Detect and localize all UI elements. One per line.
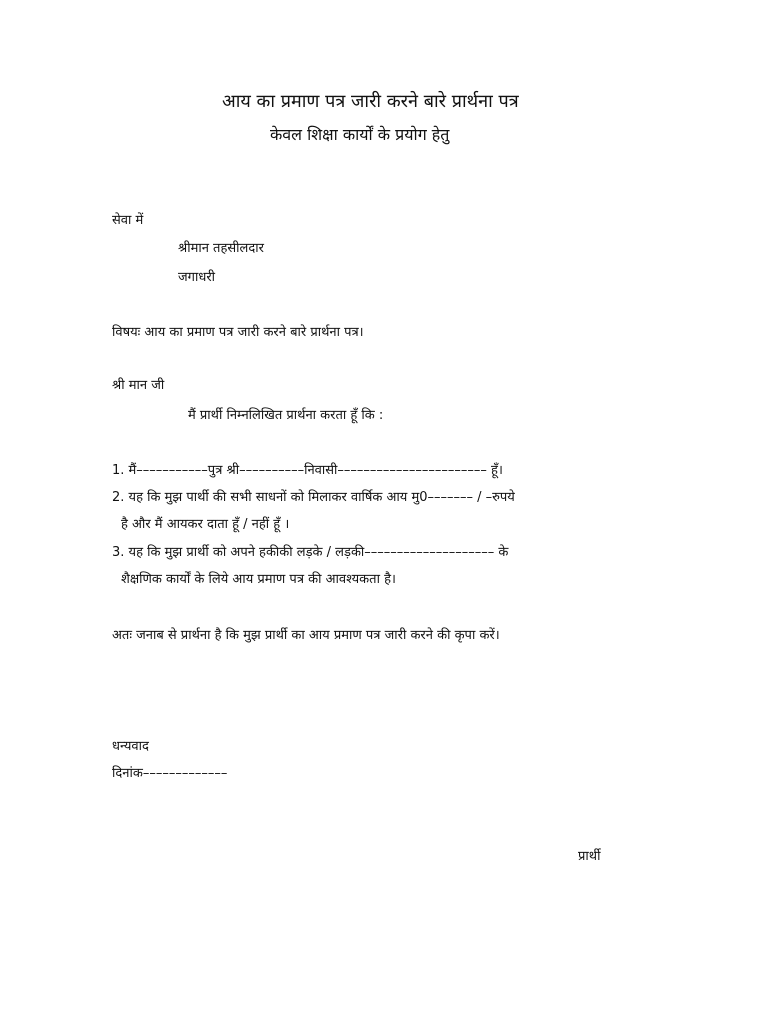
greeting-line: श्री मान जी	[112, 378, 165, 393]
addressee-salutation: सेवा में	[112, 213, 144, 228]
document-title: आय का प्रमाण पत्र जारी करने बारे प्रार्थना पत्र	[222, 91, 519, 112]
point-2-continuation: है और मैं आयकर दाता हूँ / नहीं हूँ ।	[121, 517, 290, 532]
addressee-officer: श्रीमान तहसीलदार	[178, 241, 264, 256]
date-line: दिनांक–––––––––––––	[112, 766, 228, 781]
thanks-line: धन्यवाद	[112, 739, 149, 754]
point-2: 2. यह कि मुझ पार्थी की सभी साधनों को मिलाकर वार्षिक आय मु0––––––– / –रुपये	[112, 490, 515, 505]
addressee-place: जगाधरी	[178, 270, 216, 285]
signature-label: प्रार्थी	[578, 849, 601, 864]
point-3-continuation: शैक्षणिक कार्यों के लिये आय प्रमाण पत्र की आवश्यकता है।	[121, 572, 396, 587]
request-line: अतः जनाब से प्रार्थना है कि मुझ प्रार्थी का आय प्रमाण पत्र जारी करने की कृपा करें।	[112, 628, 500, 643]
subject-line: विषयः आय का प्रमाण पत्र जारी करने बारे प्रार्थना पत्र।	[112, 325, 364, 340]
point-1: 1. मैं–––––––––––पुत्र श्री––––––––––निवासी––––––––––––––––––––––– हूँ।	[112, 463, 503, 478]
point-3: 3. यह कि मुझ प्रार्थी को अपने हकीकी लड़के / लड़की–––––––––––––––––––– के	[112, 545, 509, 560]
intro-line: मैं प्रार्थी निम्नलिखित प्रार्थना करता हूँ कि :	[188, 408, 384, 423]
document-subtitle: केवल शिक्षा कार्यों के प्रयोग हेतु	[270, 125, 450, 144]
